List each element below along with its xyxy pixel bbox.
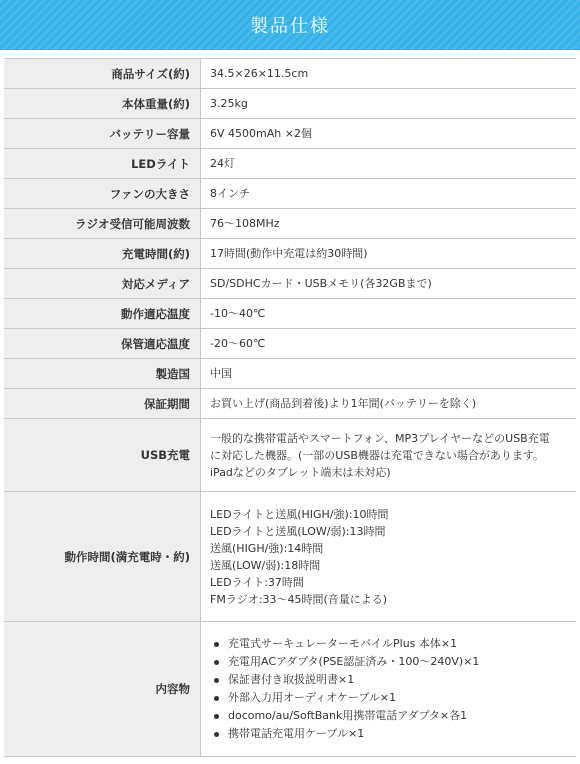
spec-value-text: 24灯 [210,157,235,170]
spec-label: USB充電 [4,419,201,491]
spec-value [201,149,576,178]
spec-label: LEDライト [4,149,201,178]
spec-value [201,119,576,148]
list-item [214,653,576,671]
spec-value-text: 8インチ [210,187,250,200]
spec-value [201,389,576,418]
spec-row [4,329,576,359]
bullet-icon [214,678,219,683]
spec-value-text: 6V 4500mAh ×2個 [210,127,312,140]
bullet-icon [214,642,219,647]
usb-text-line: 一般的な携帯電話やスマートフォン、MP3プレイヤーなどのUSB充電 [210,431,550,445]
list-item-text: 充電式サーキュレーターモバイルPlus 本体×1 [228,637,458,650]
spec-value-text: -10～40℃ [210,307,266,320]
spec-label: 動作適応温度 [4,299,201,328]
spec-table [4,58,576,757]
spec-label: ファンの大きさ [4,179,201,208]
spec-row-runtime [4,492,576,622]
spec-value [201,359,576,388]
spec-value [201,622,576,756]
spec-row [4,179,576,209]
list-item [214,707,576,725]
spec-value-text: 34.5×26×11.5cm [210,67,309,80]
spec-label: 商品サイズ(約) [4,59,201,88]
list-item-text: 充電用ACアダプタ(PSE認証済み・100～240V)×1 [228,655,480,668]
list-item [214,635,576,653]
spec-label: 製造国 [4,359,201,388]
list-item [214,689,576,707]
spec-value-text: 76～108MHz [210,217,280,230]
list-item-text: docomo/au/SoftBank用携帯電話アダプタ×各1 [228,709,468,722]
runtime-line: 送風(HIGH/強):14時間 [210,541,324,555]
runtime-line: 送風(LOW/弱):18時間 [210,558,321,572]
bullet-icon [214,732,219,737]
list-item-text: 保証書付き取扱説明書×1 [228,673,355,686]
spec-header-banner [0,0,580,50]
spec-label: 保管適応温度 [4,329,201,358]
spec-value [201,299,576,328]
list-item [214,671,576,689]
spec-value [201,89,576,118]
spec-row [4,119,576,149]
spec-value [201,329,576,358]
list-item-text: 携帯電話充電用ケーブル×1 [228,727,365,740]
spec-row [4,359,576,389]
spec-value-text: お買い上げ(商品到着後)より1年間(バッテリーを除く) [210,397,477,410]
spec-label: 保証期間 [4,389,201,418]
spec-label: 対応メディア [4,269,201,298]
spec-label: 動作時間(満充電時・約) [4,492,201,621]
spec-row [4,239,576,269]
spec-label: ラジオ受信可能周波数 [4,209,201,238]
runtime-line: LEDライトと送風(LOW/弱):13時間 [210,524,386,538]
runtime-line: FMラジオ:33～45時間(音量による) [210,592,388,606]
spec-row [4,149,576,179]
runtime-line: LEDライト:37時間 [210,575,304,589]
spec-row [4,89,576,119]
spec-row [4,59,576,89]
spec-row-usb [4,419,576,492]
spec-value-text: 中国 [210,367,232,380]
spec-value [201,179,576,208]
spec-value [201,59,576,88]
spec-value-text: 3.25kg [210,97,248,110]
spec-value [201,209,576,238]
spec-label: バッテリー容量 [4,119,201,148]
list-item-text: 外部入力用オーディオケーブル×1 [228,691,397,704]
list-item [214,725,576,743]
bullet-icon [214,660,219,665]
spec-value [201,419,576,491]
contents-list [210,635,576,743]
spec-row [4,209,576,239]
bullet-icon [214,714,219,719]
page-title: 製品仕様 [250,16,330,37]
spec-value [201,492,576,621]
spec-row [4,299,576,329]
spec-value [201,269,576,298]
spec-row-contents [4,622,576,757]
spec-value-text: SD/SDHCカード・USBメモリ(各32GBまで) [210,277,432,290]
spec-value-text: -20～60℃ [210,337,266,350]
usb-text-line: iPadなどのタブレット端末は未対応) [210,465,391,479]
spec-row [4,389,576,419]
runtime-line: LEDライトと送風(HIGH/強):10時間 [210,507,389,521]
spec-label: 充電時間(約) [4,239,201,268]
spec-value [201,239,576,268]
spec-label: 本体重量(約) [4,89,201,118]
usb-text-line: に対応した機器。(一部のUSB機器は充電できない場合があります。 [210,448,544,462]
spec-value-text: 17時間(動作中充電は約30時間) [210,247,368,260]
spec-label: 内容物 [4,622,201,756]
bullet-icon [214,696,219,701]
spec-row [4,269,576,299]
